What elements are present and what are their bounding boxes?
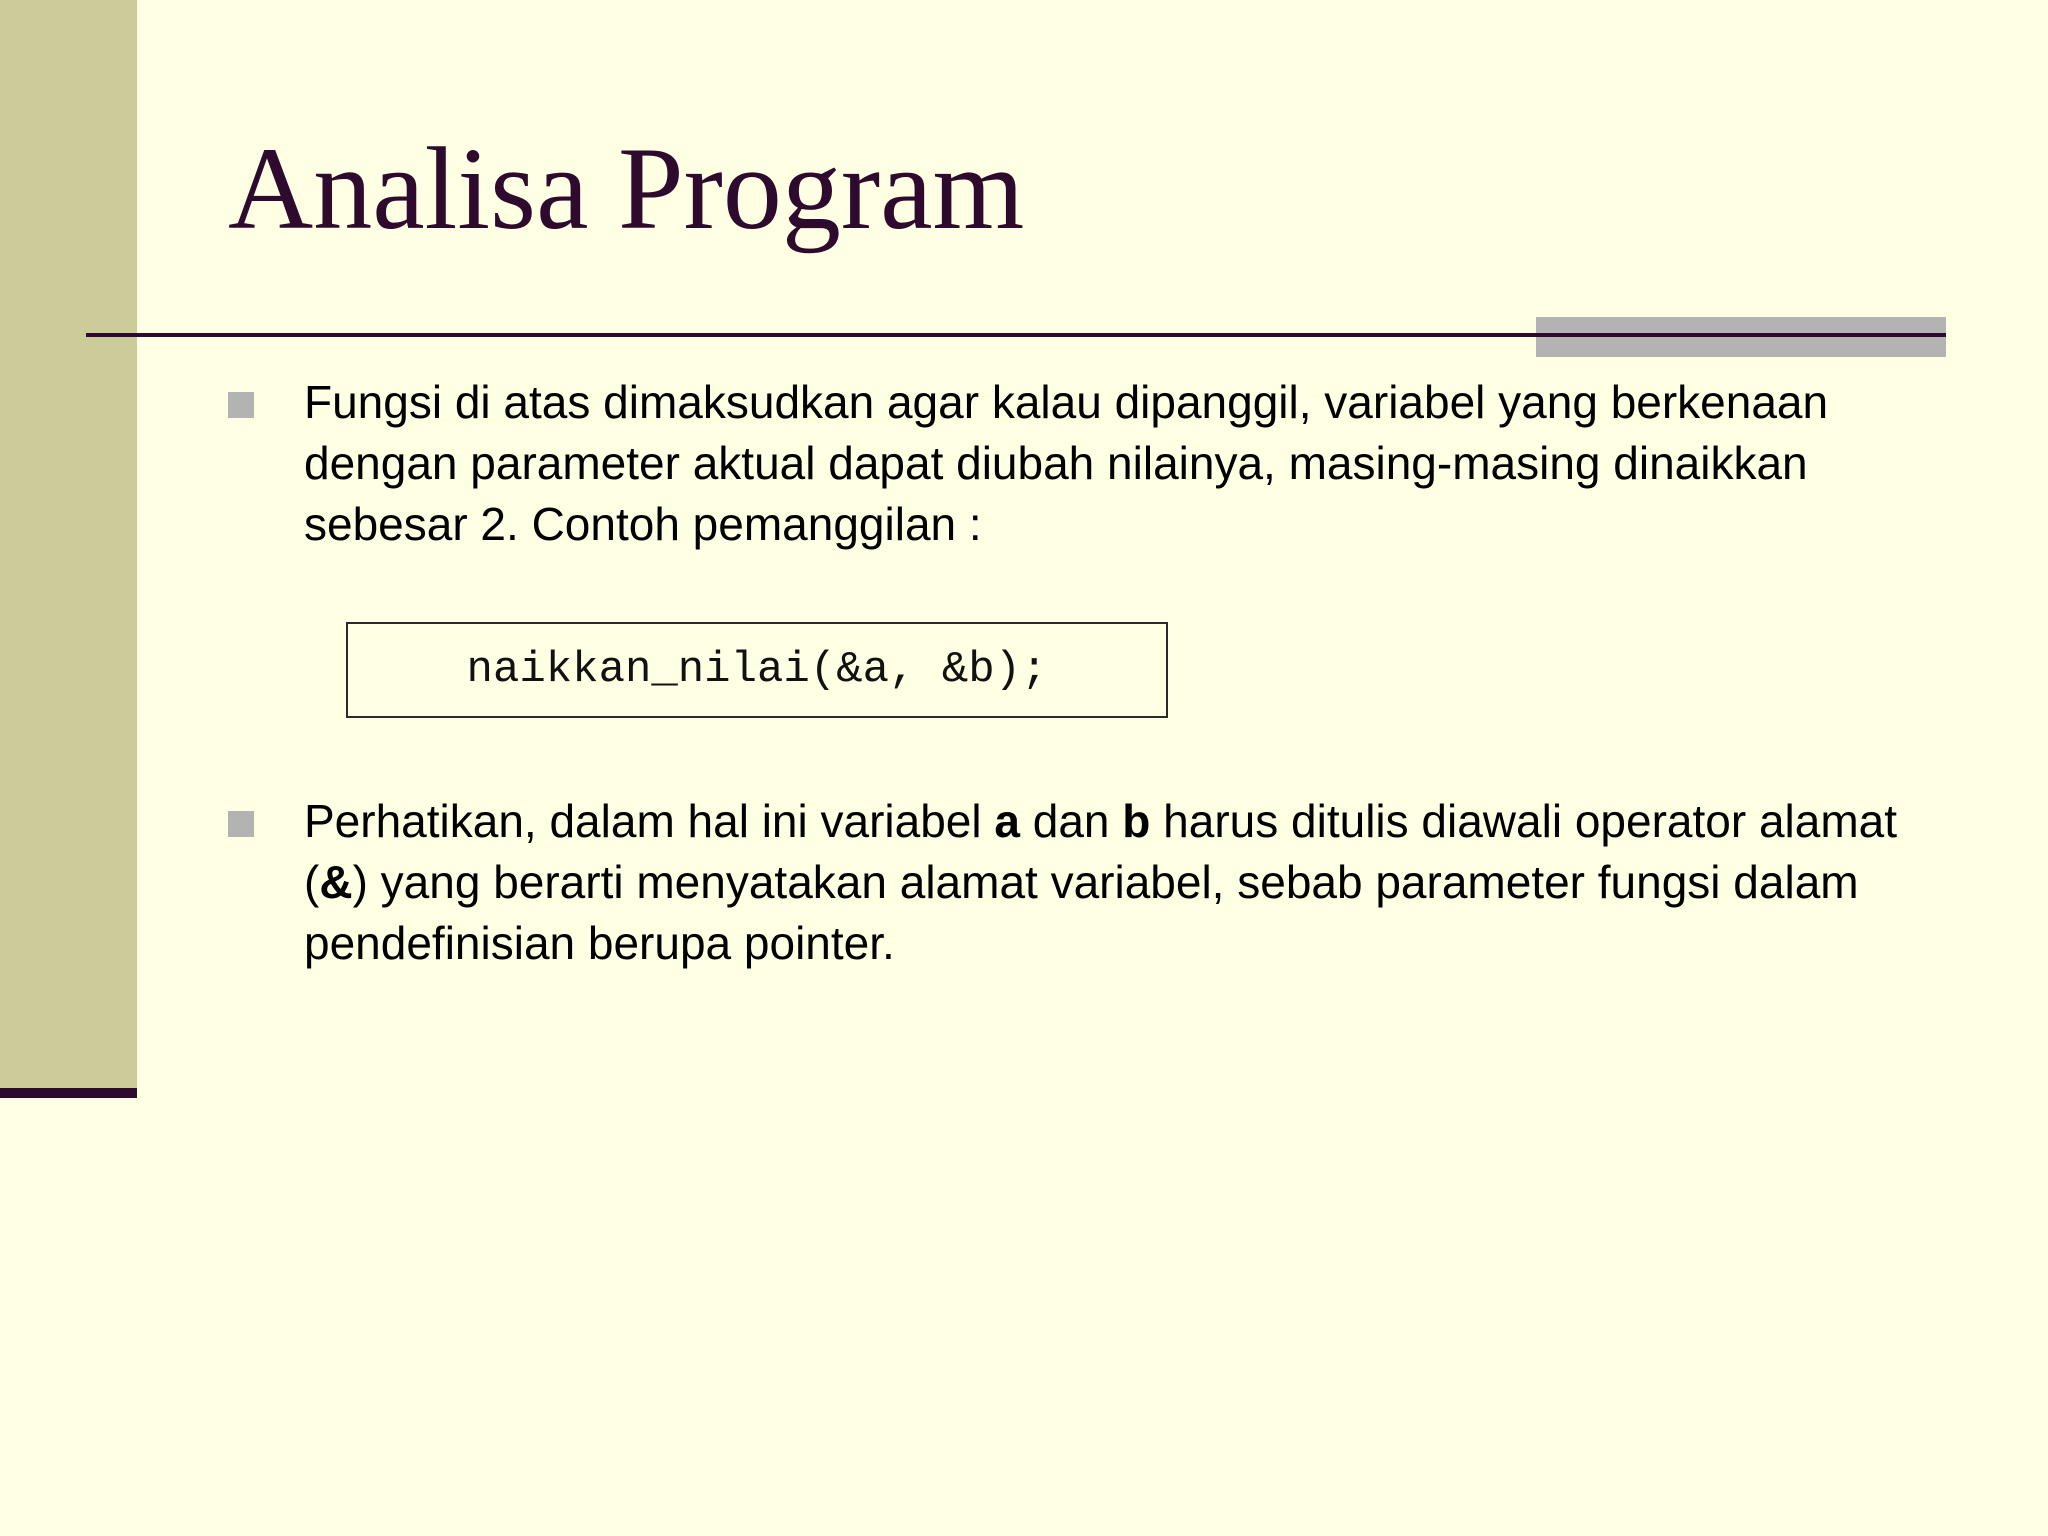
left-sidebar-accent-line bbox=[0, 1088, 137, 1098]
bold-ampersand-operator: & bbox=[319, 856, 353, 908]
title-divider bbox=[86, 333, 1946, 337]
bold-variable-a: a bbox=[994, 795, 1020, 847]
bullet-item-2 bbox=[228, 791, 1928, 974]
slide-title: Analisa Program bbox=[228, 123, 1025, 254]
bullet-2-text-part-1: Perhatikan, dalam hal ini variabel bbox=[304, 795, 995, 847]
bold-variable-b: b bbox=[1122, 795, 1151, 847]
code-snippet-text: naikkan_nilai(&a, &b); bbox=[466, 645, 1048, 695]
bullet-2-text-part-3: harus ditulis diawali operator alamat ( bbox=[304, 795, 1898, 908]
bullet-text-2 bbox=[304, 791, 1928, 974]
square-bullet-icon bbox=[228, 811, 254, 837]
bullet-text-1: Fungsi di atas dimaksudkan agar kalau dipanggil, variabel yang berkenaan dengan parameter aktual dapat diubah nilainya, masing-masing dinaikkan sebesar 2. Contoh pemanggilan : bbox=[304, 376, 1829, 550]
bullet-item-1 bbox=[228, 372, 1928, 555]
bullet-2-text-part-4: ) yang berarti menyatakan alamat variabel, sebab parameter fungsi dalam pendefinisian berupa pointer. bbox=[304, 856, 1859, 969]
square-bullet-icon bbox=[228, 392, 254, 418]
title-rule-shadow bbox=[1536, 317, 1946, 357]
bullet-2-text-part-2: dan bbox=[1019, 795, 1123, 847]
left-sidebar-bar bbox=[0, 0, 137, 1088]
code-snippet-box bbox=[346, 622, 1168, 718]
